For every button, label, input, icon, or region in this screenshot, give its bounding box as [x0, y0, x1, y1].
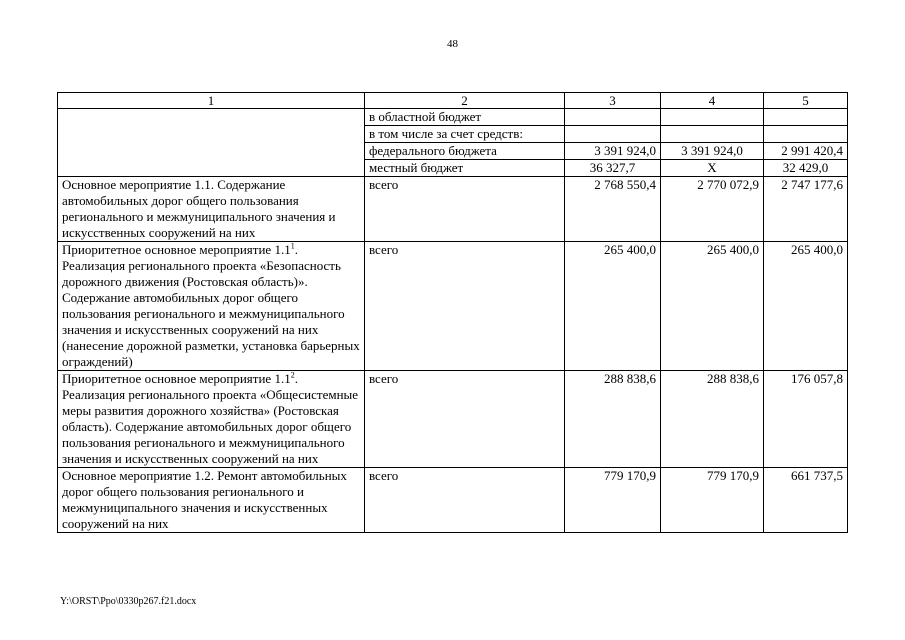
value-cell: 176 057,8	[764, 371, 848, 468]
value-cell: 265 400,0	[565, 242, 661, 371]
value-cell: 2 747 177,6	[764, 177, 848, 242]
header-cell: 1	[58, 93, 365, 109]
source-cell: местный бюджет	[365, 160, 565, 177]
value-cell	[764, 126, 848, 143]
value-cell: 2 770 072,9	[661, 177, 764, 242]
measure-name-cell: Приоритетное основное мероприятие $1.1^1$. Реализация регионального проекта «Безопасность дорожного движения (Ростовская область)». Содержание автомобильных дорог общего пользования регионального и межмуниципального значения и искусственных сооружений на них (нанесение дорожной разметки, установка барьерных ограждений)	[58, 242, 365, 371]
source-cell: федерального бюджета	[365, 143, 565, 160]
value-cell: 265 400,0	[661, 242, 764, 371]
footer-file-path: Y:\ORST\Ppo\0330p267.f21.docx	[60, 596, 197, 607]
table-row	[58, 109, 848, 126]
measure-name-cell: Основное мероприятие 1.2. Ремонт автомобильных дорог общего пользования регионального и межмуниципального значения и искусственных сооружений на них	[58, 468, 365, 533]
source-cell: всего	[365, 468, 565, 533]
source-cell: в том числе за счет средств:	[365, 126, 565, 143]
budget-table	[57, 92, 848, 533]
source-cell: всего	[365, 371, 565, 468]
value-cell: 3 391 924,0	[661, 143, 764, 160]
value-cell: 36 327,7	[565, 160, 661, 177]
header-cell: 5	[764, 93, 848, 109]
value-cell: Х	[661, 160, 764, 177]
value-cell: 288 838,6	[661, 371, 764, 468]
value-cell	[565, 109, 661, 126]
measure-name-cell: Основное мероприятие 1.1. Содержание автомобильных дорог общего пользования регионального и межмуниципального значения и искусственных сооружений на них	[58, 177, 365, 242]
value-cell: 2 768 550,4	[565, 177, 661, 242]
source-cell: всего	[365, 177, 565, 242]
value-cell: 661 737,5	[764, 468, 848, 533]
footnote-marker: 1	[290, 241, 295, 251]
table-header-row	[58, 93, 848, 109]
value-cell	[661, 126, 764, 143]
value-cell	[661, 109, 764, 126]
source-cell: всего	[365, 242, 565, 371]
table-row	[58, 468, 848, 533]
table-row	[58, 177, 848, 242]
value-cell	[565, 126, 661, 143]
page-number: 48	[447, 38, 458, 50]
header-cell: 3	[565, 93, 661, 109]
value-cell: 32 429,0	[764, 160, 848, 177]
header-cell: 4	[661, 93, 764, 109]
measure-name-cell: Приоритетное основное мероприятие $1.1^2$. Реализация регионального проекта «Общесистемные меры развития дорожного хозяйства» (Ростовская область). Содержание автомобильных дорог общего пользования регионального и межмуниципального значения и искусственных сооружений на них	[58, 371, 365, 468]
table-row	[58, 371, 848, 468]
value-cell: 265 400,0	[764, 242, 848, 371]
value-cell	[764, 109, 848, 126]
value-cell: 3 391 924,0	[565, 143, 661, 160]
empty-name-cell	[58, 109, 365, 177]
value-cell: 779 170,9	[565, 468, 661, 533]
value-cell: 288 838,6	[565, 371, 661, 468]
footnote-marker: 2	[290, 370, 295, 380]
value-cell: 779 170,9	[661, 468, 764, 533]
source-cell: в областной бюджет	[365, 109, 565, 126]
value-cell: 2 991 420,4	[764, 143, 848, 160]
table-row	[58, 242, 848, 371]
header-cell: 2	[365, 93, 565, 109]
